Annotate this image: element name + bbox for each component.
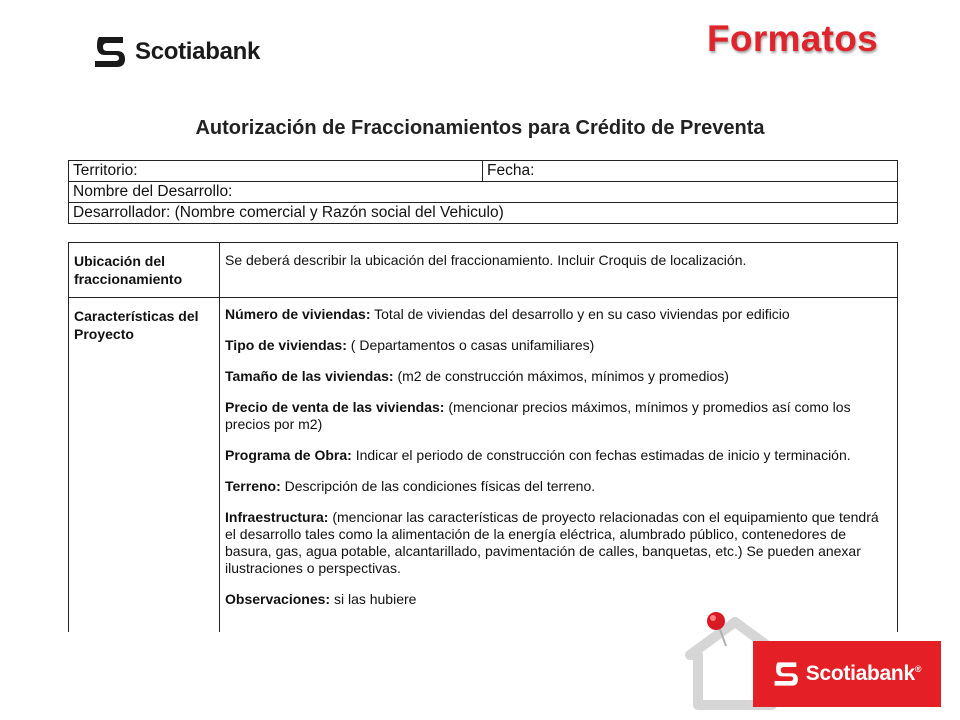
ubicacion-text: Se deberá describir la ubicación del fraccionamiento. Incluir Croquis de localización. xyxy=(220,243,898,298)
caracteristicas-content xyxy=(220,298,898,633)
item-infraestructura xyxy=(225,509,892,577)
item-text: (mencionar las características de proyecto relacionadas con el equipamiento que tendrá el desarrollo tales como la alimentación de la energía eléctrica, alumbrado público, contenedores de basura, gas, agua potable, alcantarillado, pavimentación de calles, banquetas, etc.) Se pueden anexar ilustraciones o perspectivas. xyxy=(225,509,879,576)
item-programa-obra xyxy=(225,447,892,464)
project-details-table xyxy=(68,242,898,632)
brand-name: Scotiabank xyxy=(135,38,261,65)
scotiabank-s-icon xyxy=(773,659,801,689)
item-text: ( Departamentos o casas unifamiliares) xyxy=(346,337,595,353)
item-text: (m2 de construcción máximos, mínimos y promedios) xyxy=(393,368,729,384)
item-title: Número de viviendas: xyxy=(225,306,371,322)
item-text: Descripción de las condiciones físicas del terreno. xyxy=(280,478,596,494)
ubicacion-label: Ubicación del fraccionamiento xyxy=(69,243,220,298)
registered-mark: ® xyxy=(914,664,922,674)
caracteristicas-label: Características del Proyecto xyxy=(69,298,220,633)
document-title: Autorización de Fraccionamientos para Crédito de Preventa xyxy=(195,117,765,139)
header-fields-table xyxy=(68,160,898,224)
item-terreno xyxy=(225,478,892,495)
scotiabank-logo-footer xyxy=(753,641,941,707)
item-tamano-viviendas xyxy=(225,368,892,385)
item-observaciones xyxy=(225,591,892,608)
field-territorio: Territorio: xyxy=(69,161,483,182)
field-fecha: Fecha: xyxy=(483,161,898,182)
item-text: Indicar el periodo de construcción con fechas estimadas de inicio y terminación. xyxy=(351,447,851,463)
slide-title: Formatos xyxy=(707,18,878,59)
item-title: Tipo de viviendas: xyxy=(225,337,347,353)
brand-name-footer xyxy=(806,662,921,686)
item-title: Tamaño de las viviendas: xyxy=(225,368,394,384)
item-title: Programa de Obra: xyxy=(225,447,352,463)
item-text: (mencionar precios máximos, mínimos y promedios así como los precios por m2) xyxy=(225,399,851,432)
item-title: Precio de venta de las viviendas: xyxy=(225,399,445,415)
scotiabank-s-icon xyxy=(93,33,129,71)
item-precio-venta xyxy=(225,399,892,433)
field-nombre-desarrollo: Nombre del Desarrollo: xyxy=(69,182,898,203)
item-text: si las hubiere xyxy=(330,591,417,607)
scotiabank-logo xyxy=(93,33,260,71)
item-title: Terreno: xyxy=(225,478,281,494)
field-desarrollador: Desarrollador: (Nombre comercial y Razón social del Vehiculo) xyxy=(69,203,898,224)
item-tipo-viviendas xyxy=(225,337,892,354)
item-text: Total de viviendas del desarrollo y en su caso viviendas por edificio xyxy=(370,306,790,322)
item-title: Observaciones: xyxy=(225,591,331,607)
item-numero-viviendas xyxy=(225,306,892,323)
brand-name-text: Scotiabank xyxy=(805,662,915,685)
item-title: Infraestructura: xyxy=(225,509,329,525)
